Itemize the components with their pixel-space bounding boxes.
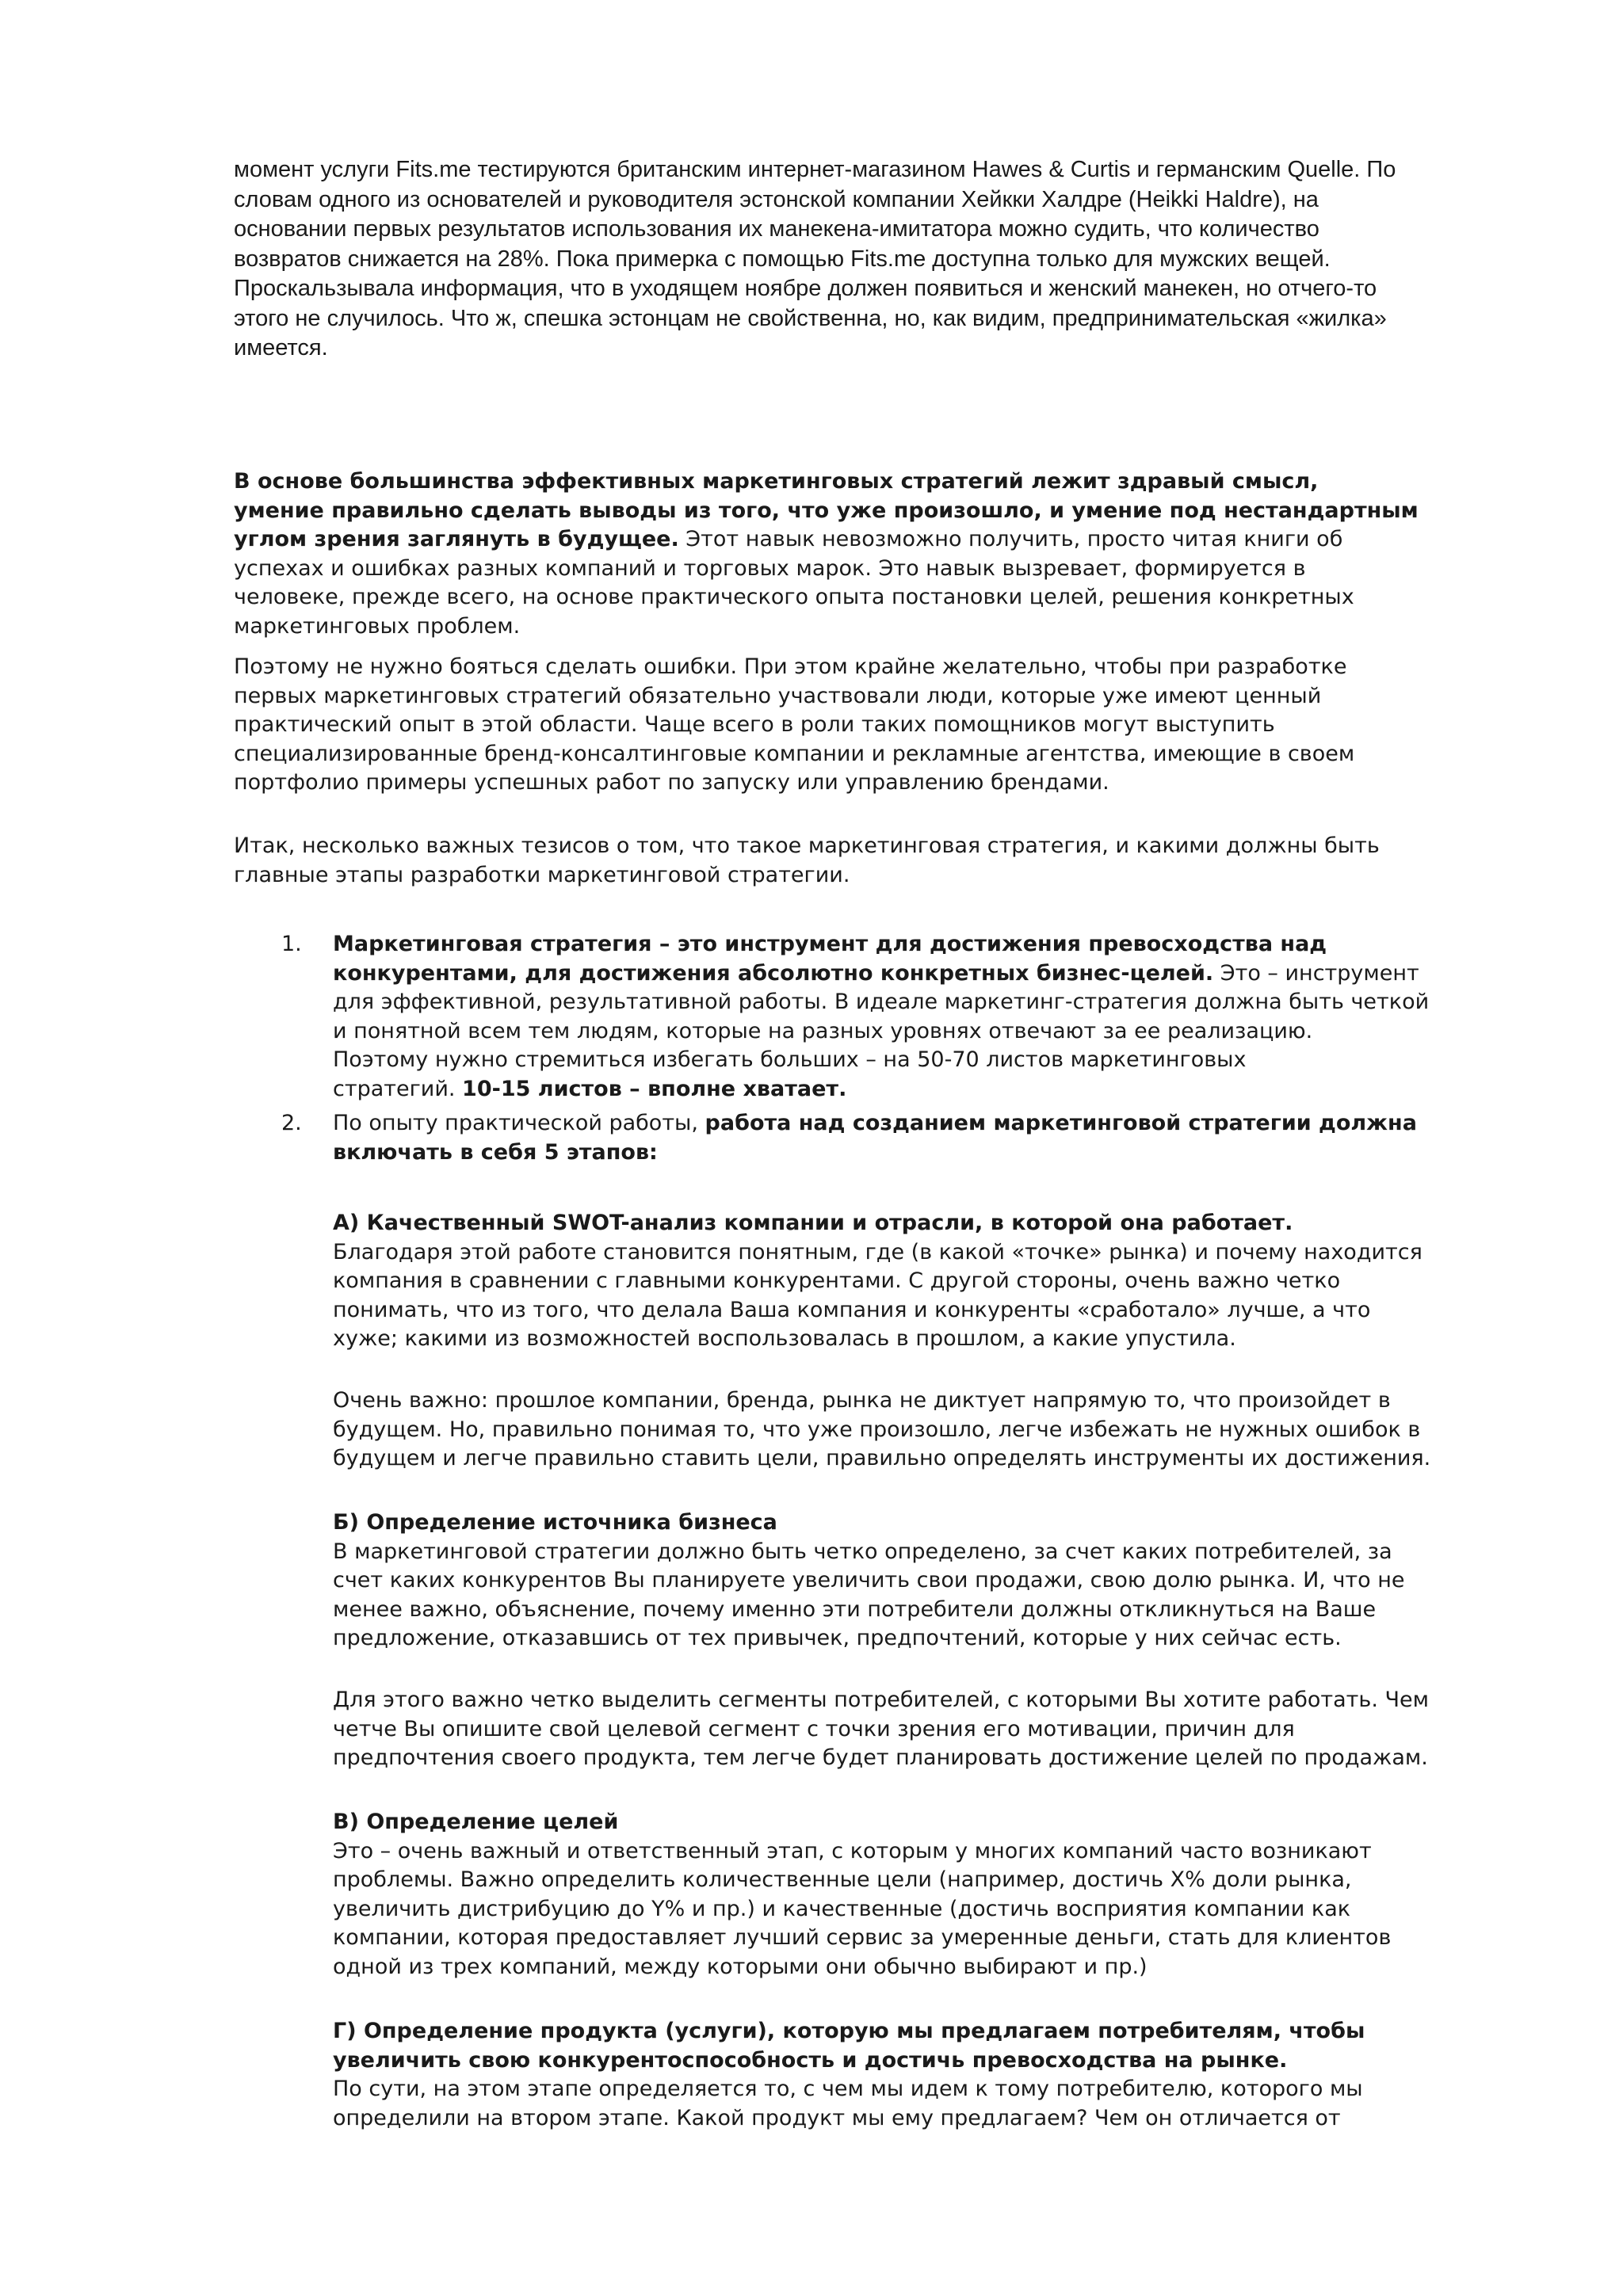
- intro-line: словам одного из основателей и руководителя эстонской компании Хейкки Халдре (Heikki Haldre), на: [234, 186, 1319, 212]
- section-line: хуже; какими из возможностей воспользовалась в прошлом, а какие упустила.: [333, 1326, 1236, 1352]
- intro-line: имеется.: [234, 335, 328, 360]
- list-number: 1.: [281, 932, 302, 956]
- section-heading: увеличить свою конкурентоспособность и достичь превосходства на рынке.: [333, 2047, 1288, 2073]
- intro-line: момент услуги Fits.me тестируются британским интернет-магазином Hawes & Curtis и германским Quelle. По: [234, 157, 1396, 182]
- list-item: [333, 930, 1553, 1104]
- list-item-line: включать в себя 5 этапов:: [333, 1139, 658, 1165]
- section-line: предложение, отказавшись от тех привычек, предпочтений, которые у них сейчас есть.: [333, 1626, 1342, 1651]
- intro-line: основании первых результатов использования их манекена-имитатора можно судить, что количество: [234, 216, 1319, 242]
- section-line: будущем и легче правильно ставить цели, правильно определять инструменты их достижения.: [333, 1446, 1431, 1471]
- section-swot-note: [333, 1386, 1553, 1474]
- section-goals: [333, 1808, 1553, 1982]
- section-business-source-note: [333, 1686, 1553, 1773]
- list-item-line: [333, 959, 1553, 989]
- paragraph-line: маркетинговых проблем.: [234, 613, 521, 639]
- bold-phrase: углом зрения заглянуть в будущее.: [234, 527, 679, 552]
- section-business-source: [333, 1508, 1553, 1653]
- paragraph-line: первых маркетинговых стратегий обязательно участвовали люди, которые уже имеют ценный: [234, 683, 1322, 708]
- paragraph-line: практический опыт в этой области. Чаще всего в роли таких помощников могут выступить: [234, 712, 1275, 738]
- paragraph-line: В основе большинства эффективных маркетинговых стратегий лежит здравый смысл,: [234, 469, 1319, 494]
- text-phrase: Этот навык невозможно получить, просто читая книги об: [678, 527, 1343, 552]
- text-phrase: стратегий.: [333, 1076, 463, 1101]
- section-heading: Б) Определение источника бизнеса: [333, 1510, 777, 1535]
- section-heading: Г) Определение продукта (услуги), которую мы предлагаем потребителям, чтобы: [333, 2019, 1365, 2043]
- section-line: менее важно, объяснение, почему именно эти потребители должны откликнуться на Ваше: [333, 1596, 1377, 1622]
- text-phrase: По опыту практической работы,: [333, 1111, 705, 1135]
- section-line: определили на втором этапе. Какой продукт мы ему предлагаем? Чем он отличается от: [333, 2105, 1341, 2130]
- text-phrase: Это – инструмент: [1213, 960, 1419, 986]
- list-number: 2.: [281, 1111, 302, 1135]
- list-item-line: для эффективной, результативной работы. В идеале маркетинг-стратегия должна быть четкой: [333, 990, 1430, 1015]
- section-line: Благодаря этой работе становится понятным, где (в какой «точке» рынка) и почему находится: [333, 1239, 1423, 1264]
- theses-paragraph: [234, 832, 1565, 890]
- section-swot: [333, 1209, 1553, 1354]
- section-line: одной из трех компаний, между которыми они обычно выбирают и пр.): [333, 1954, 1148, 1979]
- strategy-paragraph: [234, 467, 1565, 642]
- list-item-line: [333, 1109, 1553, 1138]
- section-line: будущем. Но, правильно понимая то, что уже произошло, легче избежать не нужных ошибок в: [333, 1417, 1421, 1442]
- section-line: четче Вы опишите свой целевой сегмент с точки зрения его мотивации, причин для: [333, 1716, 1295, 1741]
- bold-phrase: конкурентами, для достижения абсолютно конкретных бизнес-целей.: [333, 960, 1214, 986]
- section-line: компании, которая предоставляет лучший сервис за умеренные деньги, стать для клиентов: [333, 1925, 1392, 1951]
- section-line: Это – очень важный и ответственный этап, с которым у многих компаний часто возникают: [333, 1838, 1372, 1863]
- section-line: понимать, что из того, что делала Ваша компания и конкуренты «сработало» лучше, а что: [333, 1297, 1371, 1322]
- list-item-line: и понятной всем тем людям, которые на разных уровнях отвечают за ее реализацию.: [333, 1018, 1313, 1043]
- intro-line: этого не случилось. Что ж, спешка эстонцам не свойственна, но, как видим, предпринимательская «жилка»: [234, 305, 1387, 331]
- list-item-line: Маркетинговая стратегия – это инструмент для достижения превосходства над: [333, 932, 1327, 956]
- bold-phrase: работа над созданием маркетинговой стратегии должна: [705, 1111, 1417, 1135]
- paragraph-line: специализированные бренд-консалтинговые компании и рекламные агентства, имеющие в своем: [234, 741, 1355, 766]
- paragraph-line: Итак, несколько важных тезисов о том, что такое маркетинговая стратегия, и какими должны быть: [234, 833, 1380, 858]
- section-line: счет каких конкурентов Вы планируете увеличить свои продажи, свою долю рынка. И, что не: [333, 1568, 1405, 1593]
- paragraph-line: портфолио примеры успешных работ по запуску или управлению брендами.: [234, 770, 1109, 795]
- paragraph-line: главные этапы разработки маркетинговой стратегии.: [234, 862, 850, 887]
- intro-line: возвратов снижается на 28%. Пока примерка с помощью Fits.me доступна только для мужских вещей.: [234, 246, 1331, 272]
- section-line: По сути, на этом этапе определяется то, с чем мы идем к тому потребителю, которого мы: [333, 2077, 1363, 2102]
- paragraph-line: [234, 525, 1565, 555]
- paragraph-line: человеке, прежде всего, на основе практического опыта постановки целей, решения конкретных: [234, 585, 1354, 610]
- paragraph-line: Поэтому не нужно бояться сделать ошибки. При этом крайне желательно, чтобы при разработке: [234, 654, 1347, 679]
- section-line: увеличить дистрибуцию до Y% и пр.) и качественные (достичь восприятия компании как: [333, 1896, 1351, 1921]
- section-line: компания в сравнении с главными конкурентами. С другой стороны, очень важно четко: [333, 1268, 1341, 1294]
- section-line: Для этого важно четко выделить сегменты потребителей, с которыми Вы хотите работать. Чем: [333, 1688, 1429, 1712]
- section-line: предпочтения своего продукта, тем легче будет планировать достижение целей по продажам.: [333, 1745, 1428, 1771]
- intro-paragraph: [234, 155, 1533, 364]
- intro-line: Проскальзывала информация, что в уходящем ноябре должен появиться и женский манекен, но отчего-то: [234, 276, 1377, 301]
- list-item-line: Поэтому нужно стремиться избегать больших – на 50-70 листов маркетинговых: [333, 1047, 1247, 1073]
- list-item-line: [333, 1075, 1553, 1104]
- section-line: Очень важно: прошлое компании, бренда, рынка не диктует напрямую то, что произойдет в: [333, 1388, 1391, 1413]
- section-line: проблемы. Важно определить количественные цели (например, достичь X% доли рынка,: [333, 1867, 1352, 1893]
- section-line: В маркетинговой стратегии должно быть четко определено, за счет каких потребителей, за: [333, 1539, 1392, 1564]
- section-heading: В) Определение целей: [333, 1810, 619, 1834]
- paragraph-line: умение правильно сделать выводы из того, что уже произошло, и умение под нестандартным: [234, 498, 1419, 523]
- paragraph-line: успехах и ошибках разных компаний и торговых марок. Это навык вызревает, формируется в: [234, 555, 1306, 581]
- list-item: [333, 1109, 1553, 1167]
- bold-phrase: 10-15 листов – вполне хватает.: [462, 1076, 847, 1101]
- mistakes-paragraph: [234, 653, 1565, 798]
- section-heading: А) Качественный SWOT-анализ компании и отрасли, в которой она работает.: [333, 1211, 1293, 1235]
- section-product: [333, 2017, 1553, 2133]
